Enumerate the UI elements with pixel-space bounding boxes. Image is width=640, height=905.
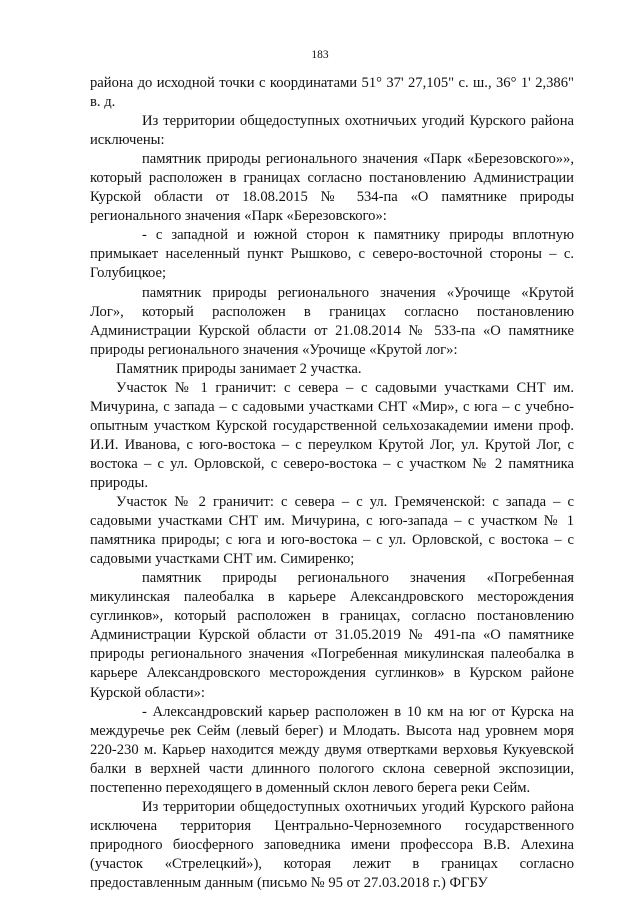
paragraph-plot-2: Участок № 2 граничит: с севера – с ул. Гремяченской: с запада – с садовыми участками СНТ им. Мичурина, с юго-запада – с участком № 1 памятника природы; с юга и юго-востока – с ул. Орловской, с востока – с садовыми участками СНТ им. Симиренко; [90, 494, 574, 568]
paragraph-krutoy-log: памятник природы регионального значения «Урочище «Крутой Лог», который расположен в границах согласно постановлению Администрации Курской области от 21.08.2014 № 533-па «О памятнике природы регионального значения «Урочище «Крутой лог»: [90, 284, 574, 358]
paragraph-two-plots: Памятник природы занимает 2 участка. [116, 360, 362, 377]
paragraph-park-berezovskogo: памятник природы регионального значения «Парк «Березовского»», который расположен в границах согласно постановлению Администрации Курской области от 18.08.2015 № 534-па «О памятнике природы регионального значения «Парк «Березовского»: [90, 151, 574, 225]
paragraph-paleobalka: памятник природы регионального значения «Погребенная микулинская палеобалка в карьере Александровского месторождения суглинков», который расположен в границах, согласно постановлению Администрации Курской области от 31.05.2019 № 491-па «О памятнике природы регионального значения «Погребенная микулинская палеобалка в карьере Александровского месторождения суглинков» в Курском районе Курской области»: [90, 570, 574, 701]
paragraph-plot-1: Участок № 1 граничит: с севера – с садовыми участками СНТ им. Мичурина, с запада – с садовыми участками СНТ «Мир», с юга – с учебно-опытным участком Курской государственной сельхозакадемии имени проф. И.И. Иванова, с юго-востока – с переулком Крутой Лог, ул. Крутой Лог, с востока – с ул. Орловской, с северо-востока – с участком № 2 памятника природы. [90, 379, 574, 491]
paragraph-reserve-exclusion: Из территории общедоступных охотничьих угодий Курского района исключена территория Центрально-Черноземного государственного природного биосферного заповедника имени профессора В.В. Алехина (участок «Стрелецкий»), которая лежит в границах согласно предоставленным данным (письмо № 95 от 27.03.2018 г.) ФГБУ [90, 798, 574, 891]
paragraph-aleksandrovsky-quarry: - Александровский карьер расположен в 10 км на юг от Курска на междуречье рек Сейм (левый берег) и Млодать. Высота над уровнем моря 220-230 м. Карьер находится между двумя отвертками верховья Кукуевской балки в верхней части длинного пологого склона северной экспозиции, постепенно переходящего в доменный склон левого берега реки Сейм. [90, 703, 574, 796]
paragraph-exclusions-intro: Из территории общедоступных охотничьих угодий Курского района исключены: [90, 113, 574, 149]
document-body [90, 74, 574, 893]
paragraph-park-boundaries: - с западной и южной сторон к памятнику природы вплотную примыкает населенный пункт Рышково, с северо-восточной стороны – с. Голубицкое; [90, 227, 574, 282]
paragraph-coordinates: района до исходной точки с координатами 51° 37' 27,105" с. ш., 36° 1' 2,386" в. д. [90, 75, 574, 111]
page-number: 183 [311, 49, 329, 61]
